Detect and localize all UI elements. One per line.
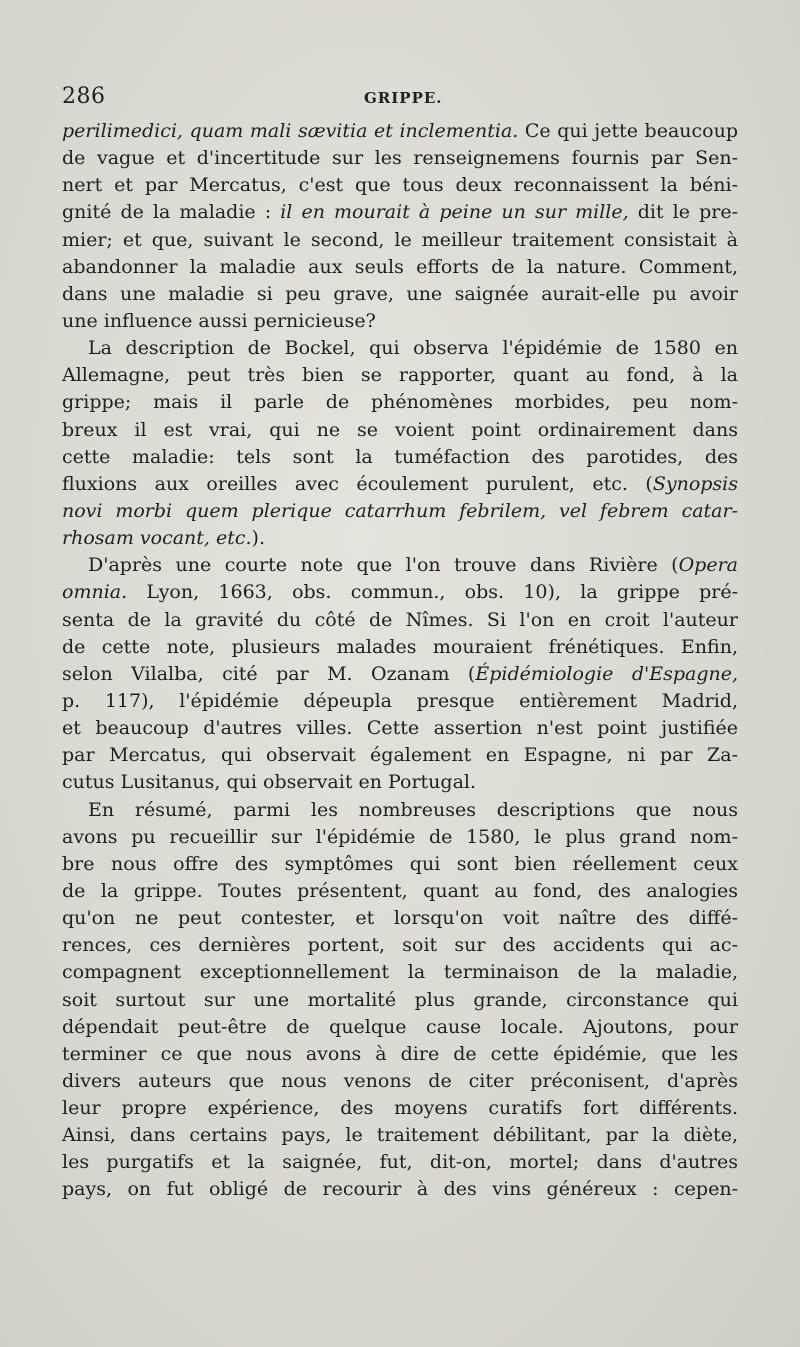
text-segment: breux il est vrai, qui ne se voient point ordinairement dans <box>62 418 738 441</box>
italic-text: il en mourait à peine un sur mille, <box>280 201 629 224</box>
text-segment: La description de Bockel, qui observa l'épidémie de 1580 en <box>88 337 738 360</box>
text-line <box>62 905 738 932</box>
text-segment: Allemagne, peut très bien se rapporter, quant au fond, à la <box>62 364 738 387</box>
text-line <box>62 932 738 959</box>
text-line <box>62 1068 738 1095</box>
italic-text: omnia. <box>62 581 128 604</box>
text-line <box>62 797 738 824</box>
body-text <box>62 118 738 1204</box>
text-line <box>62 254 738 281</box>
text-segment: Lyon, 1663, obs. commun., obs. 10), la grippe pré- <box>127 581 738 604</box>
text-line <box>62 634 738 661</box>
text-line <box>62 742 738 769</box>
text-line <box>62 607 738 634</box>
text-segment: compagnent exceptionnellement la terminaison de la maladie, <box>62 961 738 984</box>
text-segment: de vague et d'incertitude sur les renseignemens fournis par Sen- <box>62 147 738 170</box>
text-segment: En résumé, parmi les nombreuses descriptions que nous <box>88 798 738 821</box>
text-segment: D'après une courte note que l'on trouve dans Rivière ( <box>88 554 679 577</box>
page-number: 286 <box>62 84 106 109</box>
text-segment: mier; et que, suivant le second, le meilleur traitement consistait à <box>62 228 738 251</box>
italic-text: novi morbi quem plerique catarrhum febrilem, vel febrem catar- <box>62 499 738 522</box>
text-line <box>62 552 738 579</box>
text-segment: nert et par Mercatus, c'est que tous deux reconnaissent la béni- <box>62 174 738 197</box>
text-line <box>62 1122 738 1149</box>
text-line <box>62 579 738 606</box>
text-segment: gnité de la maladie : <box>62 201 281 224</box>
text-segment: qu'on ne peut contester, et lorsqu'on voit naître des diffé- <box>62 907 738 930</box>
text-line <box>62 715 738 742</box>
text-line <box>62 661 738 688</box>
text-segment: de la grippe. Toutes présentent, quant au fond, des analogies <box>62 879 738 902</box>
text-line <box>62 145 738 172</box>
text-segment: dans une maladie si peu grave, une saignée aurait-elle pu avoir <box>62 282 738 305</box>
text-line <box>62 1149 738 1176</box>
text-line <box>62 878 738 905</box>
text-segment: et beaucoup d'autres villes. Cette assertion n'est point justifiée <box>62 717 738 740</box>
text-line <box>62 769 738 796</box>
text-line <box>62 959 738 986</box>
text-segment: rences, ces dernières portent, soit sur des accidents qui ac- <box>62 934 738 957</box>
text-line <box>62 688 738 715</box>
text-line <box>62 1041 738 1068</box>
text-line <box>62 824 738 851</box>
text-line <box>62 417 738 444</box>
text-segment: divers auteurs que nous venons de citer préconisent, d'après <box>62 1069 738 1092</box>
text-segment: grippe; mais il parle de phénomènes morbides, peu nom- <box>62 391 738 414</box>
text-line <box>62 389 738 416</box>
italic-text: perilimedici, quam mali sævitia et inclementia. <box>62 120 519 142</box>
text-line <box>62 471 738 498</box>
italic-text: Épidémiologie d'Espagne, <box>475 662 738 685</box>
text-line <box>62 227 738 254</box>
text-segment: Ce qui jette beaucoup <box>518 120 738 142</box>
text-line <box>62 1095 738 1122</box>
text-line <box>62 281 738 308</box>
text-line <box>62 362 738 389</box>
running-head <box>62 84 738 114</box>
text-line <box>62 851 738 878</box>
text-line <box>62 335 738 362</box>
text-line <box>62 525 738 552</box>
text-segment: selon Vilalba, cité par M. Ozanam ( <box>62 662 476 685</box>
text-segment: p. 117), l'épidémie dépeupla presque entièrement Madrid, <box>62 689 738 712</box>
text-line <box>62 444 738 471</box>
italic-text: rhosam vocant, etc. <box>62 527 252 550</box>
text-line <box>62 172 738 199</box>
text-segment: leur propre expérience, des moyens curatifs fort différents. <box>62 1097 738 1120</box>
text-segment: dit le pre- <box>628 201 738 224</box>
text-segment: terminer ce que nous avons à dire de cette épidémie, que les <box>62 1042 738 1065</box>
running-title: GRIPPE. <box>364 89 443 107</box>
text-segment: cutus Lusitanus, qui observait en Portugal. <box>62 771 477 794</box>
text-line <box>62 1014 738 1041</box>
text-line <box>62 1176 738 1203</box>
italic-text: Synopsis <box>652 472 738 495</box>
text-segment: Ainsi, dans certains pays, le traitement débilitant, par la diète, <box>62 1124 738 1147</box>
text-segment: avons pu recueillir sur l'épidémie de 1580, le plus grand nom- <box>62 825 738 848</box>
italic-text: Opera <box>678 554 738 577</box>
text-segment: senta de la gravité du côté de Nîmes. Si l'on en croit l'auteur <box>62 608 738 631</box>
text-segment: les purgatifs et la saignée, fut, dit-on, mortel; dans d'autres <box>62 1151 738 1174</box>
text-segment: cette maladie: tels sont la tuméfaction des parotides, des <box>62 445 738 468</box>
text-segment: abandonner la maladie aux seuls efforts de la nature. Comment, <box>62 255 738 278</box>
text-line <box>62 987 738 1014</box>
text-segment: soit surtout sur une mortalité plus grande, circonstance qui <box>62 988 738 1011</box>
text-line <box>62 498 738 525</box>
text-segment: bre nous offre des symptômes qui sont bien réellement ceux <box>62 852 738 875</box>
text-line <box>62 199 738 226</box>
text-segment: de cette note, plusieurs malades mouraient frénétiques. Enfin, <box>62 635 738 658</box>
text-segment: par Mercatus, qui observait également en Espagne, ni par Za- <box>62 744 738 767</box>
text-segment: une influence aussi pernicieuse? <box>62 309 376 332</box>
text-segment: fluxions aux oreilles avec écoulement purulent, etc. ( <box>62 472 653 495</box>
text-segment: pays, on fut obligé de recourir à des vins généreux : cepen- <box>62 1178 738 1201</box>
text-line <box>62 308 738 335</box>
text-segment: dépendait peut-être de quelque cause locale. Ajoutons, pour <box>62 1015 738 1038</box>
text-segment: ). <box>251 527 265 550</box>
text-line <box>62 118 738 145</box>
